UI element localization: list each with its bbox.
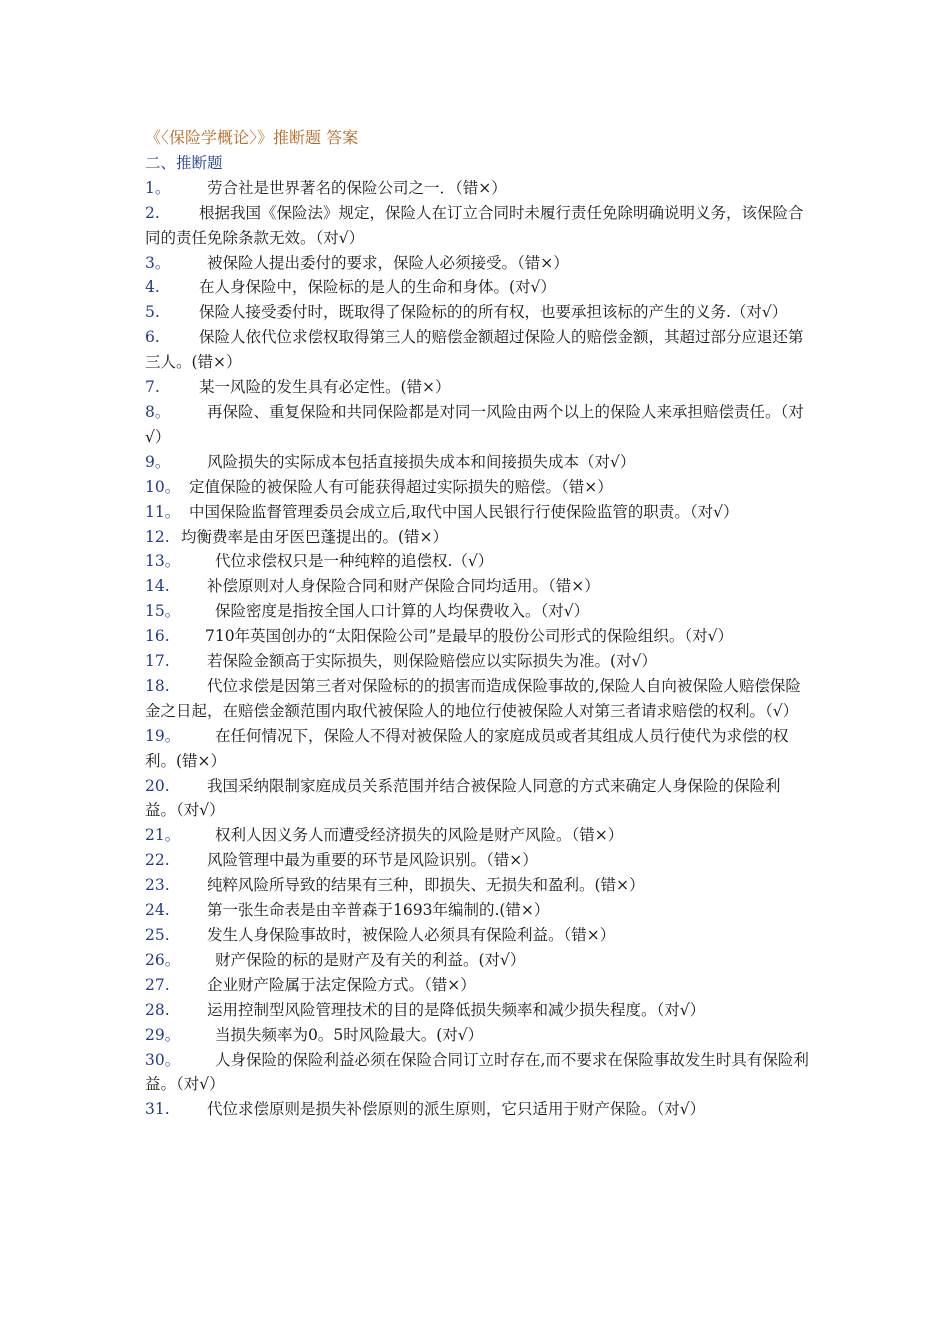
question-number: 28. <box>145 1000 170 1019</box>
question-item <box>145 275 810 300</box>
question-item <box>145 176 810 201</box>
question-item <box>145 599 810 624</box>
question-text: 在任何情况下，保险人不得对被保险人的家庭成员或者其组成人员行使代为求偿的权利。(错×） <box>145 726 789 770</box>
question-number: 30。 <box>145 1050 181 1069</box>
question-number: 25. <box>145 926 170 944</box>
question-item <box>145 1048 810 1098</box>
question-text: 在人身保险中，保险标的是人的生命和身体。(对√） <box>199 278 556 297</box>
question-number: 2. <box>145 203 160 222</box>
question-number: 16. <box>145 627 170 646</box>
question-text: 均衡费率是由牙医巴蓬提出的。(错×） <box>181 527 449 546</box>
question-text: 再保险、重复保险和共同保险都是对同一风险由两个以上的保险人来承担赔偿责任。（对√） <box>145 402 804 446</box>
question-number: 12. <box>145 527 170 546</box>
question-text: 发生人身保险事故时，被保险人必须具有保险利益。（错×） <box>207 926 616 944</box>
question-text: 保险人依代位求偿权取得第三人的赔偿金额超过保险人的赔偿金额，其超过部分应退还第三人。(错×） <box>145 328 804 372</box>
question-text: 保险人接受委付时，既取得了保险标的的所有权，也要承担该标的产生的义务.（对√） <box>199 303 788 322</box>
question-text: 当损失频率为0。5时风险最大。(对√） <box>215 1025 484 1044</box>
question-item <box>145 823 810 848</box>
question-number: 29。 <box>145 1025 181 1044</box>
question-item <box>145 450 810 475</box>
question-text: 第一张生命表是由辛普森于1693年编制的.(错×） <box>207 901 550 920</box>
question-number: 17. <box>145 652 170 671</box>
question-item <box>145 201 810 251</box>
question-number: 11。 <box>145 502 181 521</box>
question-number: 14. <box>145 577 170 596</box>
question-number: 27. <box>145 975 170 994</box>
question-item <box>145 649 810 674</box>
question-text: 财产保险的标的是财产及有关的利益。(对√） <box>215 950 526 969</box>
question-number: 9。 <box>145 452 171 471</box>
question-item <box>145 549 810 574</box>
question-number: 3。 <box>145 253 171 272</box>
question-item <box>145 674 810 724</box>
question-text: 若保险金额高于实际损失，则保险赔偿应以实际损失为准。(对√） <box>207 652 657 671</box>
question-item <box>145 525 810 550</box>
question-text: 我国采纳限制家庭成员关系范围并结合被保险人同意的方式来确定人身保险的保险利益。（对√） <box>145 776 781 820</box>
question-text: 纯粹风险所导致的结果有三种，即损失、无损失和盈利。(错×） <box>207 876 645 895</box>
question-text: 补偿原则对人身保险合同和财产保险合同均适用。（错×） <box>207 577 600 596</box>
question-text: 某一风险的发生具有必定性。(错×） <box>199 378 451 397</box>
question-item <box>145 1023 810 1048</box>
question-text: 人身保险的保险利益必须在保险合同订立时存在,而不要求在保险事故发生时具有保险利益。（对√） <box>145 1050 809 1094</box>
question-number: 4. <box>145 278 160 297</box>
question-item <box>145 624 810 649</box>
question-number: 24. <box>145 901 170 920</box>
question-text: 权利人因义务人而遭受经济损失的风险是财产风险。（错×） <box>215 826 624 845</box>
question-number: 13。 <box>145 552 181 571</box>
question-number: 31. <box>145 1100 170 1119</box>
document-title: 《〈保险学概论〉》推断题 答案 <box>145 128 359 147</box>
question-text: 保险密度是指按全国人口计算的人均保费收入。（对√） <box>215 602 590 621</box>
question-number: 22. <box>145 851 170 870</box>
question-text: 劳合社是世界著名的保险公司之一．（错×） <box>207 178 507 197</box>
question-number: 1。 <box>145 178 171 197</box>
section-heading: 二、推断题 <box>145 153 223 172</box>
question-text: 风险管理中最为重要的环节是风险识别。（错×） <box>207 851 538 870</box>
question-number: 6. <box>145 328 160 347</box>
question-text: 风险损失的实际成本包括直接损失成本和间接损失成本（对√） <box>207 452 636 471</box>
question-text: 710年英国创办的“太阳保险公司”是最早的股份公司形式的保险组织。（对√） <box>205 627 734 646</box>
question-number: 23. <box>145 876 170 895</box>
question-item <box>145 998 810 1023</box>
question-item <box>145 898 810 923</box>
question-text: 企业财产险属于法定保险方式。（错×） <box>207 975 476 994</box>
question-text: 被保险人提出委付的要求，保险人必须接受。（错×） <box>207 253 569 272</box>
question-item <box>145 848 810 873</box>
question-text: 运用控制型风险管理技术的目的是降低损失频率和减少损失程度。（对√） <box>207 1000 706 1019</box>
question-item <box>145 574 810 599</box>
question-number: 20. <box>145 776 170 795</box>
question-text: 定值保险的被保险人有可能获得超过实际损失的赔偿。（错×） <box>189 477 613 496</box>
question-number: 10。 <box>145 477 181 496</box>
question-item <box>145 873 810 898</box>
question-item <box>145 475 810 500</box>
question-number: 15。 <box>145 602 181 621</box>
question-item <box>145 375 810 400</box>
question-number: 5. <box>145 303 160 322</box>
question-item <box>145 973 810 998</box>
question-text: 根据我国《保险法》规定，保险人在订立合同时未履行责任免除明确说明义务，该保险合同的责任免除条款无效。（对√） <box>145 203 804 247</box>
question-item <box>145 923 810 948</box>
question-item <box>145 500 810 525</box>
question-number: 8。 <box>145 402 171 421</box>
question-item <box>145 1097 810 1122</box>
question-text: 代位求偿是因第三者对保险标的的损害而造成保险事故的,保险人自向被保险人赔偿保险金之日起，在赔偿金额范围内取代被保险人的地位行使被保险人对第三者请求赔偿的权利。（√） <box>145 676 801 720</box>
question-list <box>145 176 810 1122</box>
question-item <box>145 948 810 973</box>
question-text: 中国保险监督管理委员会成立后,取代中国人民银行行使保险监管的职责。（对√） <box>189 502 739 521</box>
document-page <box>145 126 810 1122</box>
question-item <box>145 251 810 276</box>
question-number: 21。 <box>145 826 181 845</box>
question-item <box>145 724 810 774</box>
question-number: 18. <box>145 676 170 695</box>
question-number: 19。 <box>145 726 181 745</box>
question-item <box>145 300 810 325</box>
question-number: 26。 <box>145 950 181 969</box>
question-item <box>145 774 810 824</box>
question-text: 代位求偿权只是一种纯粹的追偿权.（√） <box>215 552 494 571</box>
question-item <box>145 325 810 375</box>
question-number: 7. <box>145 378 160 397</box>
question-item <box>145 400 810 450</box>
question-text: 代位求偿原则是损失补偿原则的派生原则，它只适用于财产保险。（对√） <box>207 1100 706 1119</box>
